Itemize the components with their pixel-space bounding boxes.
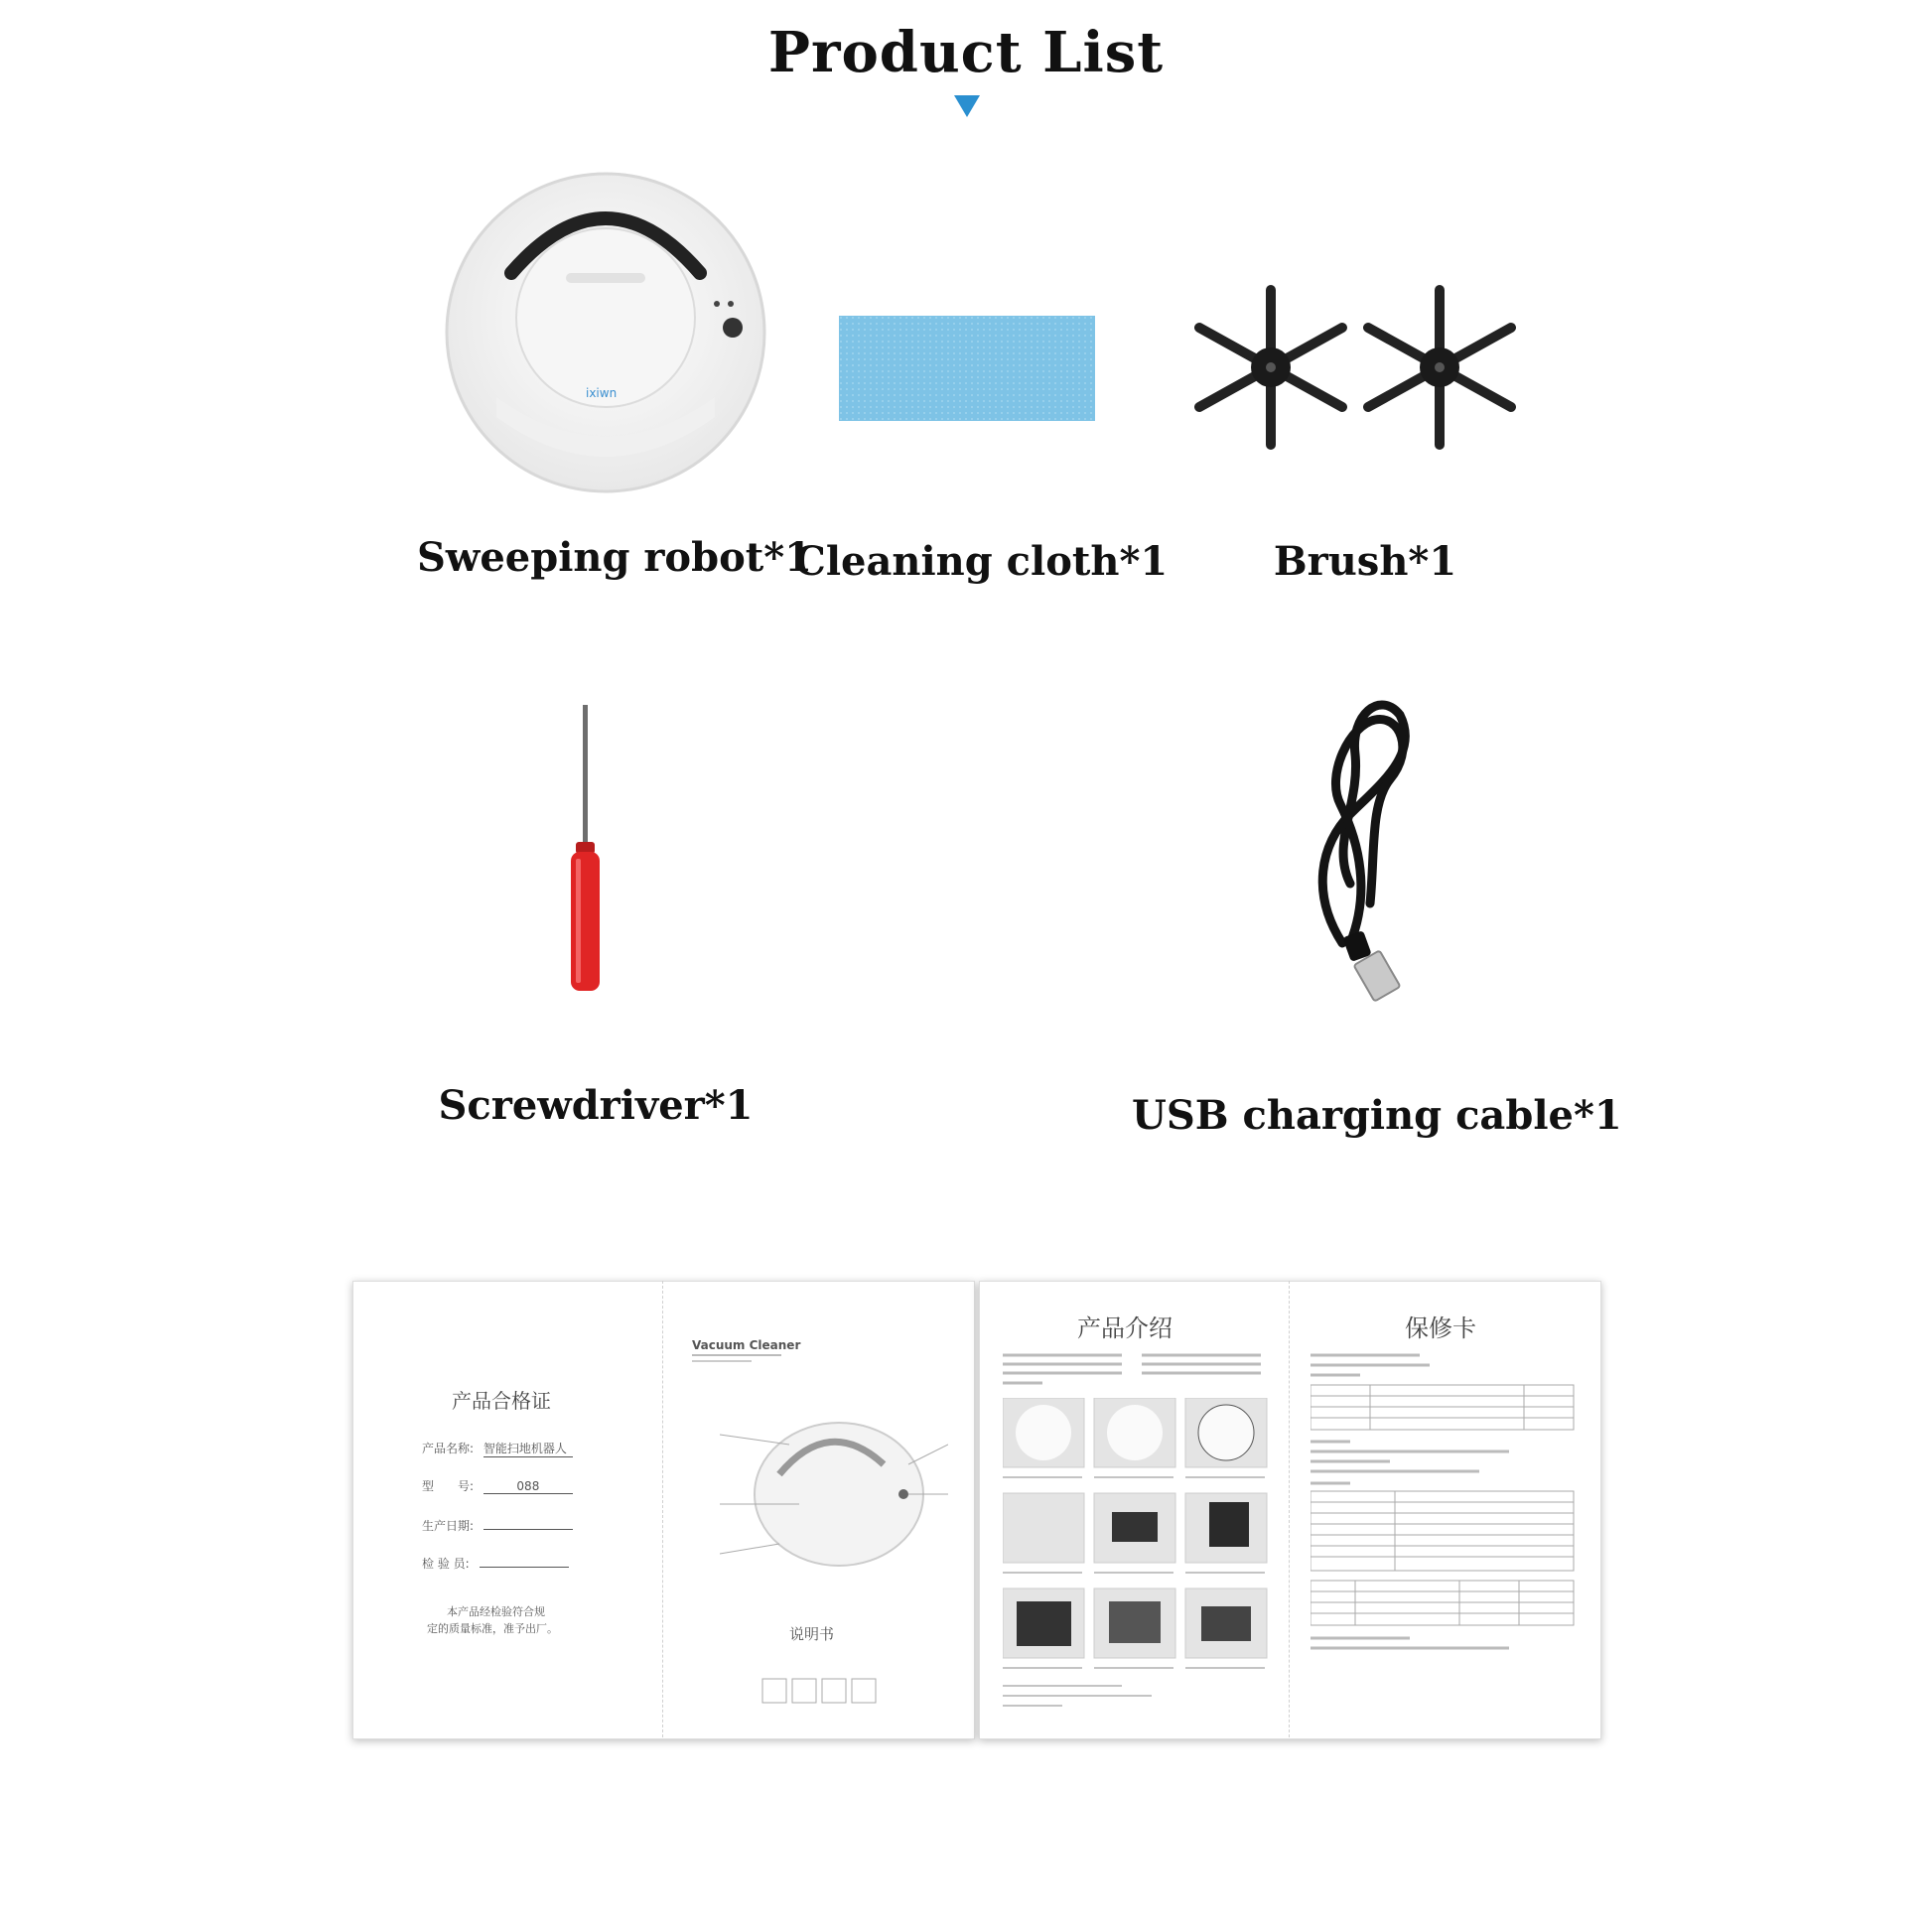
cover-title: 说明书 [789,1625,835,1643]
cover-feature-icons [761,1678,881,1704]
certificate-value-inspector [480,1553,569,1568]
item-label-cleaning-cloth: Cleaning cloth*1 [794,538,1169,585]
intro-photo-grid [1003,1398,1271,1716]
certificate-field-inspector: 检 验 员: [422,1553,569,1572]
item-label-screwdriver: Screwdriver*1 [438,1082,754,1129]
intro-title: 产品介绍 [1077,1314,1173,1342]
certificate-field-model: 型 号: 088 [422,1477,573,1494]
certificate-value-date [483,1515,573,1530]
certificate-title: 产品合格证 [452,1389,551,1413]
certificate-value-model: 088 [483,1479,573,1494]
screwdriver-image [556,705,616,1003]
robot-vacuum-image [437,169,774,496]
intro-text-lines [1003,1350,1271,1390]
usb-cable-image [1281,695,1440,1013]
warranty-title: 保修卡 [1405,1314,1476,1342]
certificate-note-1: 本产品经检验符合规 [447,1605,545,1618]
cover-robot-image [720,1405,948,1574]
page-title: Product List [767,20,1165,85]
side-brush-image [1191,278,1529,457]
cover-brand: Vacuum Cleaner [692,1338,801,1352]
cleaning-cloth-image [839,316,1095,421]
item-label-usb-cable: USB charging cable*1 [1132,1092,1622,1139]
certificate-value-name: 智能扫地机器人 [483,1440,573,1457]
triangle-down-icon [954,95,980,117]
certificate-field-date: 生产日期: [422,1515,573,1534]
certificate-note-2: 定的质量标准，准予出厂。 [427,1622,558,1635]
certificate-field-name: 产品名称: 智能扫地机器人 [422,1440,573,1457]
warranty-form [1311,1350,1588,1678]
item-label-sweeping-robot: Sweeping robot*1 [417,534,812,581]
svg-text:ixiwn: ixiwn [586,386,618,400]
manual-booklet [352,1281,1599,1737]
item-label-brush: Brush*1 [1273,538,1457,585]
